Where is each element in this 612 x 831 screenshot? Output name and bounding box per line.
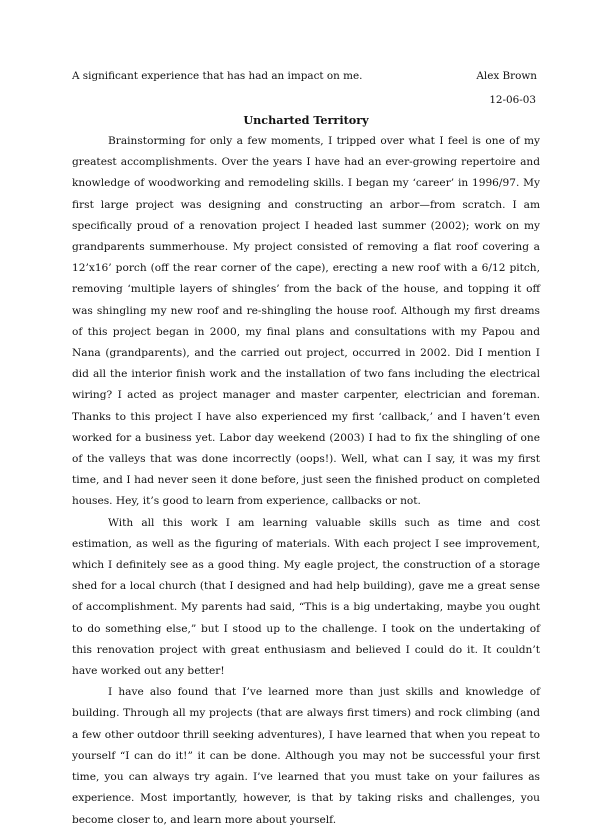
paragraph-3: I have also found that I’ve learned more than just skills and knowledge of building. Through all my projects (that are always first timers) and rock climbing (and a few other outdoor thrill seeking adventures), I have learned that when you repeat to yourself “I can do it!” it can be done. Although you may not be successful your first time, you can always try again. I’ve learned that you must take on your failures as experience. Most importantly, however, is that by taking risks and challenges, you become closer to, and learn more about yourself.: [72, 686, 540, 826]
essay-date: 12-06-03: [489, 94, 536, 106]
essay-title: Uncharted Territory: [243, 113, 369, 127]
paragraph-2: With all this work I am learning valuable skills such as time and cost estimation, as well as the figuring of materials. With each project I see improvement, which I definitely see as a good thing. My eagle project, the construction of a storage shed for a local church (that I designed and had help building), gave me a great sense of accomplishment. My parents had said, “This is a big undertaking, maybe you ought to do something else,” but I stood up to the challenge. I took on the undertaking of this renovation project with great enthusiasm and believed I could do it. It couldn’t have worked out any better!: [72, 516, 540, 678]
essay-prompt: A significant experience that has had an impact on me.: [72, 70, 363, 82]
paragraph-1: Brainstorming for only a few moments, I tripped over what I feel is one of my greatest accomplishments. Over the years I have had an ever-growing repertoire and knowledge of woodworking and remodeling skills. I began my ‘career’ in 1996/97. My first large project was designing and constructing an arbor—from scratch. I am specifically proud of a renovation project I headed last summer (2002); work on my grandparents summerhouse. My project consisted of removing a flat roof covering a 12’x16’ porch (off the rear corner of the cape), erecting a new roof with a 6/12 pitch, removing ‘multiple layers of shingles’ from the back of the house, and topping it off was shingling my new roof and re-shingling the house roof. Although my first dreams of this project began in 2000, my final plans and consultations with my Papou and Nana (grandparents), and the carried out project, occurred in 2002. Did I mention I did all the interior finish work and the installation of two fans including the electrical wiring? I acted as project manager and master carpenter, electrician and foreman. Thanks to this project I have also experienced my first ‘callback,’ and I haven’t even worked for a business yet. Labor day weekend (2003) I had to fix the shingling of one of the valleys that was done incorrectly (oops!). Well, what can I say, it was my first time, and I had never seen it done before, just seen the finished product on completed houses. Hey, it’s good to learn from experience, callbacks or not.: [72, 135, 540, 508]
essay-body: [72, 131, 540, 831]
author-name: Alex Brown: [476, 70, 537, 82]
